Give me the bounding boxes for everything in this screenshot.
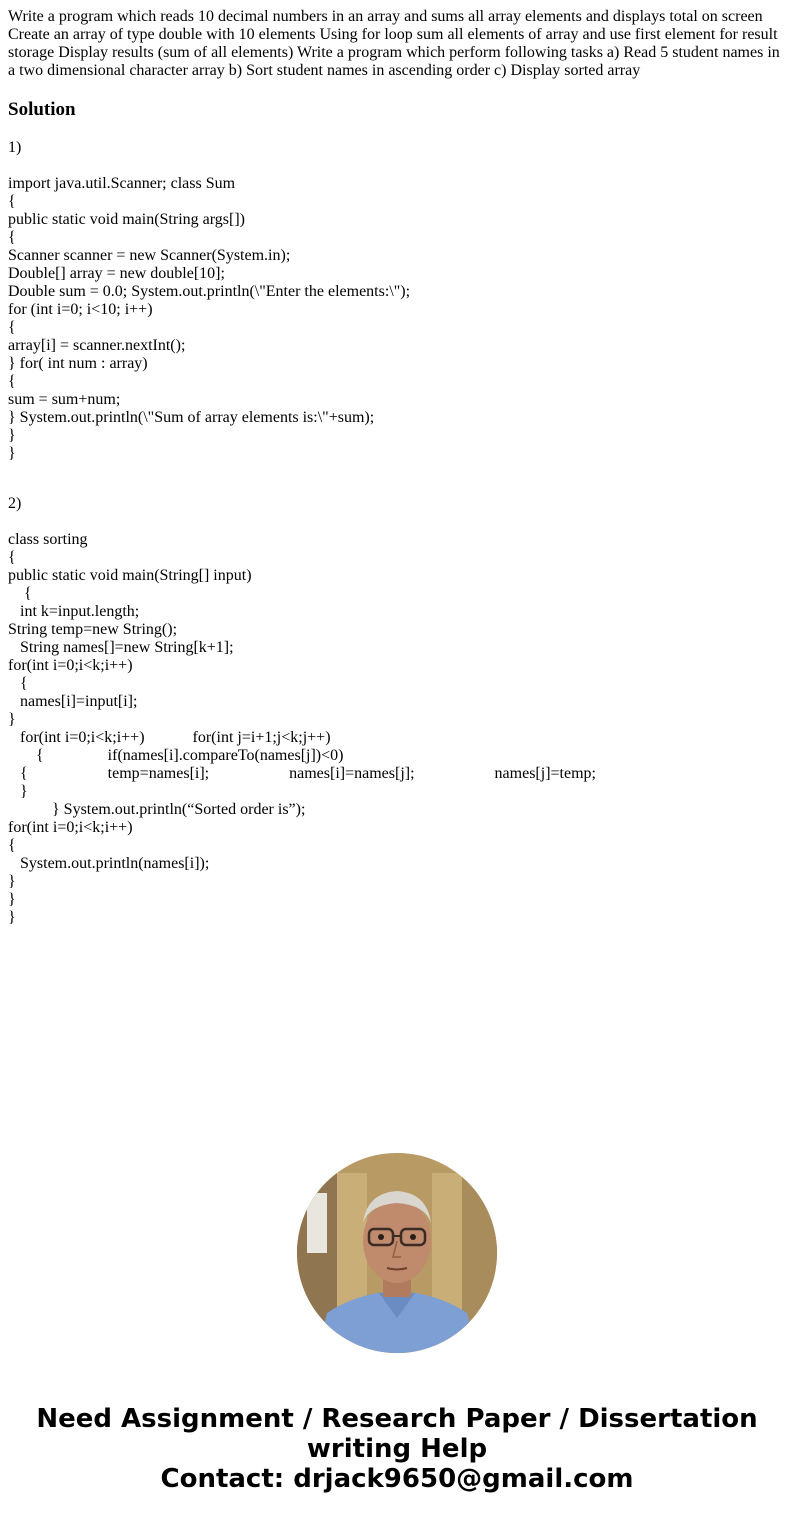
code-line: {: [8, 319, 16, 336]
code-line: for(int i=0;i<k;i++): [8, 657, 133, 674]
code-line: {: [8, 229, 16, 246]
code-line: }: [8, 445, 16, 462]
answer-2-code: [8, 495, 788, 927]
code-line: import java.util.Scanner; class Sum: [8, 175, 236, 192]
code-line: String temp=new String();: [8, 621, 178, 638]
code-line: }: [8, 783, 28, 800]
code-line: } System.out.println(\"Sum of array elements is:\"+sum);: [8, 409, 375, 426]
code-line: }: [8, 711, 16, 728]
code-line: Double[] array = new double[10];: [8, 265, 225, 282]
code-line: }: [8, 873, 16, 890]
code-line: } for( int num : array): [8, 355, 148, 372]
code-line: for (int i=0; i<10; i++): [8, 301, 153, 318]
code-line: 1): [8, 139, 22, 156]
code-line: {: [8, 837, 16, 854]
code-line: {: [8, 549, 16, 566]
code-line: {: [8, 675, 28, 692]
code-line: {: [8, 193, 16, 210]
code-line: [8, 157, 788, 175]
code-line: names[i]=input[i];: [8, 693, 138, 710]
question-text: Write a program which reads 10 decimal numbers in an array and sums all array elements and displays total on screen Create an array of type double with 10 elements Using for loop sum all elements of array and use first element for result storage Display results (sum of all elements) Write a program which perform following tasks a) Read 5 student names in a two dimensional character array b) Sort student names in ascending order c) Display sorted array: [8, 8, 780, 79]
code-line: array[i] = scanner.nextInt();: [8, 337, 186, 354]
code-line: {: [8, 585, 32, 602]
code-line: String names[]=new String[k+1];: [8, 639, 234, 656]
code-line: { temp=names[i]; names[i]=names[j]; names[j]=temp;: [8, 765, 596, 782]
code-line: {: [8, 373, 16, 390]
solution-heading: Solution: [8, 99, 76, 120]
code-line: public static void main(String args[]): [8, 211, 245, 228]
code-line: Double sum = 0.0; System.out.println(\"Enter the elements:\");: [8, 283, 411, 300]
contact-banner: [0, 1404, 794, 1494]
cta-contact: Contact: drjack9650@gmail.com: [160, 1464, 634, 1494]
code-line: public static void main(String[] input): [8, 567, 252, 584]
code-line: 2): [8, 495, 22, 512]
code-line: { if(names[i].compareTo(names[j])<0): [8, 747, 344, 764]
code-line: [8, 513, 788, 531]
code-line: int k=input.length;: [8, 603, 140, 620]
answer-1-code: [8, 139, 788, 463]
cta-line-1: Need Assignment / Research Paper / Dissertation: [36, 1404, 758, 1434]
code-line: }: [8, 427, 16, 444]
code-line: sum = sum+num;: [8, 391, 121, 408]
code-line: } System.out.println(“Sorted order is”);: [8, 801, 306, 818]
code-line: Scanner scanner = new Scanner(System.in);: [8, 247, 291, 264]
code-line: }: [8, 891, 16, 908]
code-line: for(int i=0;i<k;i++) for(int j=i+1;j<k;j++): [8, 729, 331, 746]
code-line: }: [8, 909, 16, 926]
code-line: for(int i=0;i<k;i++): [8, 819, 133, 836]
code-line: System.out.println(names[i]);: [8, 855, 210, 872]
code-line: class sorting: [8, 531, 88, 548]
author-photo: [297, 1153, 497, 1353]
cta-line-2: writing Help: [306, 1434, 488, 1464]
